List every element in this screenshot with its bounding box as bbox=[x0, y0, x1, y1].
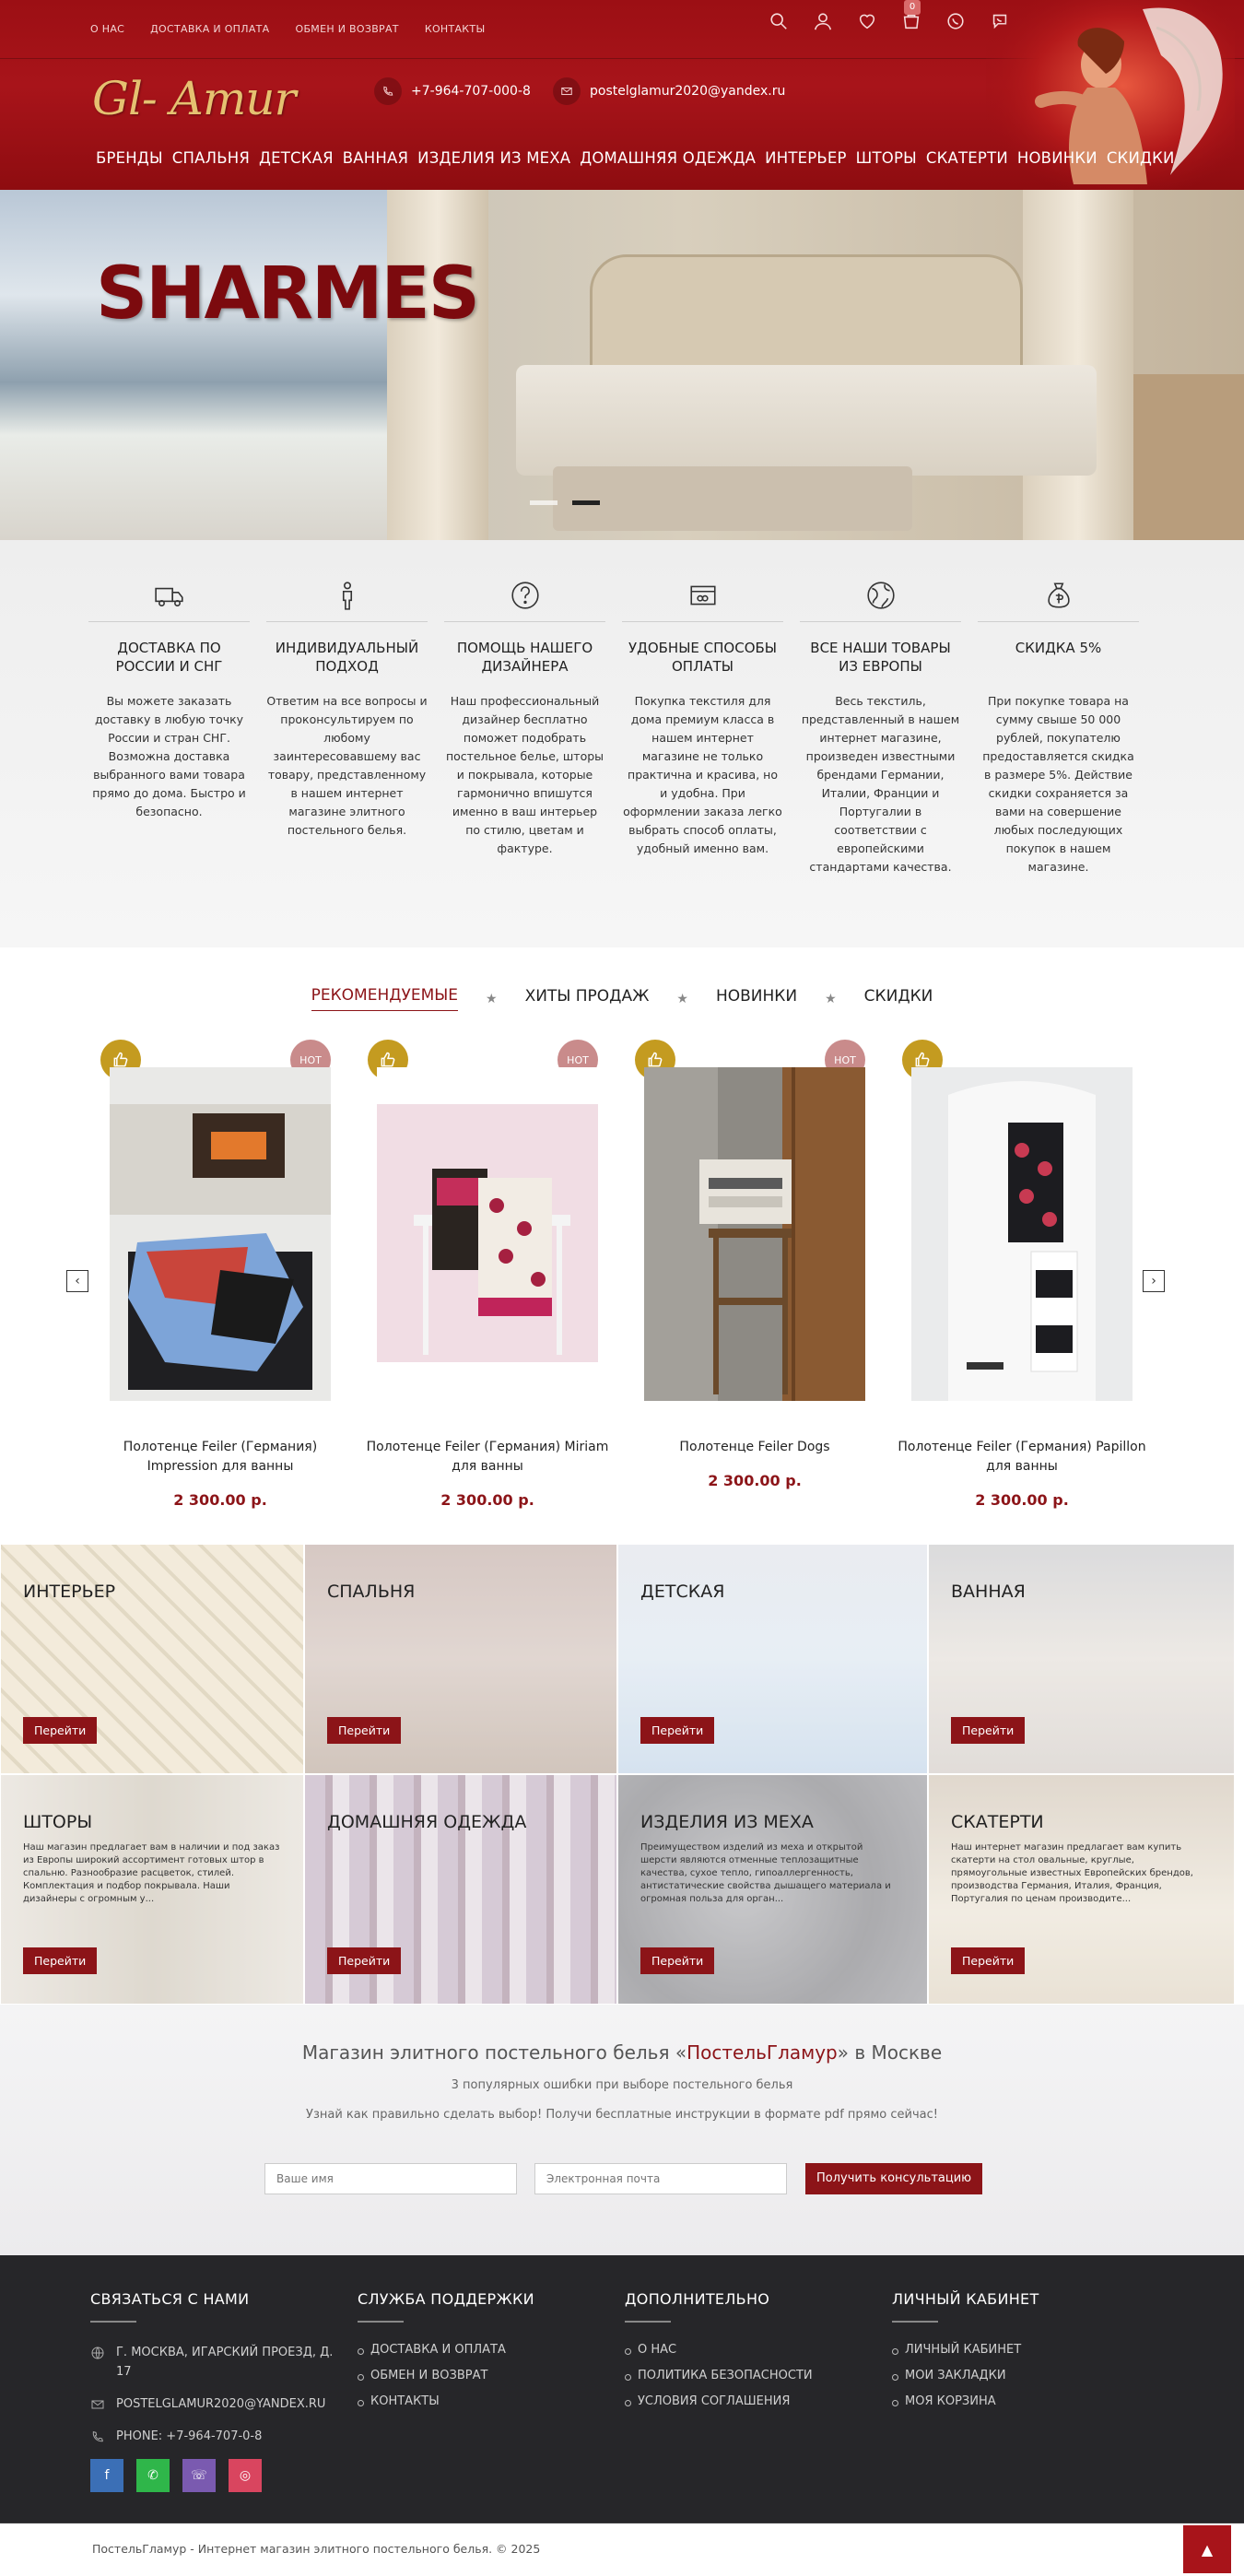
wishlist-heart-icon[interactable] bbox=[855, 9, 879, 33]
question-icon bbox=[507, 577, 544, 614]
category-interior[interactable] bbox=[0, 1544, 304, 1774]
products-section bbox=[0, 947, 1244, 1544]
search-icon[interactable] bbox=[767, 9, 791, 33]
whatsapp-icon[interactable]: ✆ bbox=[136, 2459, 170, 2492]
nav-bathroom[interactable]: ВАННАЯ bbox=[342, 149, 409, 167]
hero-curtain bbox=[387, 190, 488, 540]
category-go-button[interactable]: Перейти bbox=[327, 1717, 401, 1744]
footer-account bbox=[892, 2290, 1136, 2420]
feature-payment bbox=[622, 577, 783, 876]
mail-icon bbox=[553, 77, 581, 105]
name-input[interactable] bbox=[264, 2163, 517, 2194]
feature-text: Вы можете заказать доставку в любую точку России и стран СНГ. Возможна доставка выбранного вами товара прямо до дома. Быстро и безопасно. bbox=[92, 694, 246, 818]
slider-dot-1[interactable] bbox=[530, 500, 557, 505]
phone-icon bbox=[90, 2429, 105, 2444]
category-description: Наш интернет магазин предлагает вам купить скатерти на стол овальные, круглые, прямоугольные известных Европейских брендов, производства Германия, Италия, Франция, Португалия по ценам производите... bbox=[951, 1842, 1193, 1904]
site-header bbox=[0, 0, 1244, 190]
globe-icon bbox=[90, 2346, 105, 2360]
top-link-contacts[interactable]: КОНТАКТЫ bbox=[424, 23, 486, 35]
copyright-text: ПостельГламур - Интернет магазин элитного постельного белья. © 2025 bbox=[92, 2542, 541, 2556]
carousel-prev-arrow[interactable]: ‹ bbox=[66, 1270, 88, 1292]
feature-text: Покупка текстиля для дома премиум класса в нашем интернет магазине не только практична и красива, но и удобна. При оформлении заказа легко выбрать способ оплаты, удобный именно вам. bbox=[623, 694, 782, 855]
account-icon[interactable] bbox=[811, 9, 835, 33]
product-card[interactable] bbox=[630, 1040, 879, 1509]
footer-link-exchange[interactable]: ОБМЕН И ВОЗВРАТ bbox=[358, 2369, 602, 2382]
features-grid bbox=[88, 577, 1139, 876]
product-card[interactable] bbox=[898, 1040, 1146, 1509]
feature-text: Наш профессиональный дизайнер бесплатно поможет подобрать постельное белье, шторы и покрывала, которые гармонично впишутся именно в ваш интерьер по стилю, цветам и фактуре. bbox=[445, 694, 604, 855]
feature-designer bbox=[444, 577, 605, 876]
product-name[interactable]: Полотенце Feiler (Германия) Miriam для ванны bbox=[366, 1440, 609, 1474]
phone-icon bbox=[374, 77, 402, 105]
footer-col-title: СЛУЖБА ПОДДЕРЖКИ bbox=[358, 2290, 534, 2308]
feature-title: СКИДКА 5% bbox=[1015, 640, 1102, 656]
viber-icon[interactable]: ☏ bbox=[182, 2459, 216, 2492]
category-title: ДЕТСКАЯ bbox=[640, 1582, 725, 1602]
top-link-about[interactable]: О НАС bbox=[90, 23, 125, 35]
top-link-delivery[interactable]: ДОСТАВКА И ОПЛАТА bbox=[150, 23, 270, 35]
features-section bbox=[0, 540, 1244, 947]
footer-address-text: Г. МОСКВА, ИГАРСКИЙ ПРОЕЗД, Д. 17 bbox=[116, 2346, 334, 2379]
hero-slider[interactable] bbox=[0, 190, 1244, 540]
email-input[interactable] bbox=[534, 2163, 787, 2194]
hero-bed bbox=[516, 365, 1097, 476]
category-go-button[interactable]: Перейти bbox=[23, 1947, 97, 1974]
product-image[interactable] bbox=[377, 1067, 598, 1401]
footer-link-privacy[interactable]: ПОЛИТИКА БЕЗОПАСНОСТИ bbox=[625, 2369, 869, 2382]
category-bathroom[interactable] bbox=[928, 1544, 1235, 1774]
category-title: ИЗДЕЛИЯ ИЗ МЕХА bbox=[640, 1812, 814, 1832]
title-suffix: » в Москве bbox=[837, 2041, 943, 2064]
hero-side-table bbox=[1133, 374, 1244, 540]
footer-col-title: СВЯЗАТЬСЯ С НАМИ bbox=[90, 2290, 250, 2308]
header-phone[interactable] bbox=[374, 77, 531, 105]
site-footer bbox=[0, 2255, 1244, 2576]
cart-icon[interactable] bbox=[899, 2, 923, 33]
site-logo[interactable]: Gl- Amur bbox=[92, 72, 296, 125]
product-image[interactable] bbox=[110, 1067, 331, 1401]
footer-col-title: ЛИЧНЫЙ КАБИНЕТ bbox=[892, 2290, 1039, 2308]
product-name[interactable]: Полотенце Feiler Dogs bbox=[679, 1440, 830, 1454]
truck-icon bbox=[151, 577, 188, 614]
hero-window-scene bbox=[0, 190, 433, 540]
product-name[interactable]: Полотенце Feiler (Германия) Papillon для ванны bbox=[898, 1440, 1146, 1474]
product-image[interactable] bbox=[911, 1067, 1133, 1401]
category-description: Преимуществом изделий из меха и открытой шерсти являются отменные теплозащитные качества, сухое тепло, гипоаллергенность, антистатические свойства дышащего материала и огромная польза для орган... bbox=[640, 1842, 891, 1904]
category-go-button[interactable]: Перейти bbox=[640, 1717, 714, 1744]
tab-recommended[interactable]: РЕКОМЕНДУЕМЫЕ bbox=[311, 986, 458, 1011]
nav-new[interactable]: НОВИНКИ bbox=[1016, 149, 1097, 167]
nav-sale[interactable]: СКИДКИ bbox=[1106, 149, 1175, 167]
category-kids[interactable] bbox=[617, 1544, 928, 1774]
star-separator-icon: ★ bbox=[825, 991, 837, 1006]
categories-grid bbox=[0, 1544, 1244, 2005]
star-separator-icon: ★ bbox=[486, 991, 498, 1006]
nav-homewear[interactable]: ДОМАШНЯЯ ОДЕЖДА bbox=[580, 149, 757, 167]
category-title: СПАЛЬНЯ bbox=[327, 1582, 416, 1602]
nav-bedroom[interactable]: СПАЛЬНЯ bbox=[171, 149, 250, 167]
main-nav bbox=[96, 149, 1175, 167]
product-price: 2 300.00 р. bbox=[173, 1491, 267, 1509]
tab-sale[interactable]: СКИДКИ bbox=[863, 986, 933, 1006]
star-separator-icon: ★ bbox=[676, 991, 688, 1006]
feature-personal bbox=[266, 577, 428, 876]
title-brand: ПостельГламур bbox=[687, 2041, 838, 2064]
moneybag-icon bbox=[1040, 577, 1077, 614]
footer-link-contacts[interactable]: КОНТАКТЫ bbox=[358, 2394, 602, 2408]
copyright-bar bbox=[0, 2523, 1244, 2576]
category-curtains[interactable] bbox=[0, 1774, 304, 2005]
tab-new[interactable]: НОВИНКИ bbox=[715, 986, 798, 1006]
feature-text: При покупке товара на сумму свыше 50 000 рублей, покупателю предоставляется скидка в размере 5%. Действие скидки сохраняется за вами на совершение любых последующих покупок в нашем магазине. bbox=[982, 694, 1134, 874]
feature-delivery bbox=[88, 577, 250, 876]
footer-link-delivery[interactable]: ДОСТАВКА И ОПЛАТА bbox=[358, 2343, 602, 2357]
category-title: ДОМАШНЯЯ ОДЕЖДА bbox=[327, 1812, 527, 1832]
category-go-button[interactable]: Перейти bbox=[951, 1717, 1025, 1744]
feature-title: УДОБНЫЕ СПОСОБЫ ОПЛАТЫ bbox=[628, 640, 778, 675]
nav-kids[interactable]: ДЕТСКАЯ bbox=[258, 149, 334, 167]
nav-curtains[interactable]: ШТОРЫ bbox=[855, 149, 917, 167]
feature-title: ВСЕ НАШИ ТОВАРЫ ИЗ ЕВРОПЫ bbox=[810, 640, 951, 675]
product-list bbox=[96, 1040, 1146, 1509]
hot-badge: HOT bbox=[557, 1040, 598, 1080]
footer-link-bookmarks[interactable]: МОИ ЗАКЛАДКИ bbox=[892, 2369, 1136, 2382]
footer-phone[interactable] bbox=[90, 2427, 334, 2446]
feature-title: ДОСТАВКА ПО РОССИИ И СНГ bbox=[115, 640, 223, 675]
hot-badge: HOT bbox=[290, 1040, 331, 1080]
feature-title: ПОМОЩЬ НАШЕГО ДИЗАЙНЕРА bbox=[456, 640, 593, 675]
consultation-section bbox=[0, 2005, 1244, 2255]
category-title: СКАТЕРТИ bbox=[951, 1812, 1044, 1832]
category-title: ШТОРЫ bbox=[23, 1812, 93, 1832]
person-icon bbox=[329, 577, 366, 614]
facebook-icon[interactable]: f bbox=[90, 2459, 123, 2492]
header-email-text: postelglamur2020@yandex.ru bbox=[590, 84, 786, 99]
get-consultation-button[interactable]: Получить консультацию bbox=[805, 2163, 982, 2194]
hot-badge: HOT bbox=[825, 1040, 865, 1080]
footer-phone-text: PHONE: +7-964-707-0-8 bbox=[116, 2429, 263, 2443]
header-email[interactable] bbox=[553, 77, 785, 105]
product-price: 2 300.00 р. bbox=[440, 1491, 534, 1509]
category-homewear[interactable] bbox=[304, 1774, 617, 2005]
category-go-button[interactable]: Перейти bbox=[327, 1947, 401, 1974]
category-title: ИНТЕРЬЕР bbox=[23, 1582, 116, 1602]
slider-dot-2[interactable] bbox=[572, 500, 600, 505]
consultation-text: Узнай как правильно сделать выбор! Получи бесплатные инструкции в формате pdf прямо сейчас! bbox=[306, 2108, 938, 2122]
top-links bbox=[90, 23, 485, 35]
footer-address bbox=[90, 2343, 334, 2382]
feature-title: ИНДИВИДУАЛЬНЫЙ ПОДХОД bbox=[275, 640, 419, 675]
footer-link-about[interactable]: О НАС bbox=[625, 2343, 869, 2357]
product-card[interactable] bbox=[96, 1040, 345, 1509]
footer-email[interactable] bbox=[90, 2394, 334, 2414]
social-links bbox=[90, 2459, 334, 2492]
category-fur[interactable] bbox=[617, 1774, 928, 2005]
category-title: ВАННАЯ bbox=[951, 1582, 1026, 1602]
nav-tablecloths[interactable]: СКАТЕРТИ bbox=[925, 149, 1008, 167]
scroll-to-top-button[interactable]: ▲ bbox=[1183, 2525, 1231, 2573]
footer-link-terms[interactable]: УСЛОВИЯ СОГЛАШЕНИЯ bbox=[625, 2394, 869, 2408]
product-image[interactable] bbox=[644, 1067, 865, 1401]
instagram-icon[interactable]: ◎ bbox=[229, 2459, 262, 2492]
title-prefix: Магазин элитного постельного белья « bbox=[301, 2041, 687, 2064]
product-card[interactable] bbox=[363, 1040, 612, 1509]
footer-col-title: ДОПОЛНИТЕЛЬНО bbox=[625, 2290, 770, 2308]
hero-title: SHARMES bbox=[96, 253, 478, 335]
top-link-exchange[interactable]: ОБМЕН И ВОЗВРАТ bbox=[295, 23, 399, 35]
footer-link-account[interactable]: ЛИЧНЫЙ КАБИНЕТ bbox=[892, 2343, 1136, 2357]
feature-discount bbox=[978, 577, 1139, 876]
product-price: 2 300.00 р. bbox=[975, 1491, 1069, 1509]
feature-europe bbox=[800, 577, 961, 876]
footer-link-cart[interactable]: МОЯ КОРЗИНА bbox=[892, 2394, 1136, 2408]
consultation-subtitle: 3 популярных ошибки при выборе постельного белья bbox=[451, 2078, 793, 2092]
header-icons bbox=[767, 2, 1012, 33]
product-name[interactable]: Полотенце Feiler (Германия) Impression для ванны bbox=[123, 1440, 318, 1474]
consultation-title bbox=[0, 2041, 1244, 2064]
nav-interior[interactable]: ИНТЕРЬЕР bbox=[765, 149, 847, 167]
category-go-button[interactable]: Перейти bbox=[23, 1717, 97, 1744]
category-bedroom[interactable] bbox=[304, 1544, 617, 1774]
footer-support bbox=[358, 2290, 602, 2420]
tab-bestsellers[interactable]: ХИТЫ ПРОДАЖ bbox=[524, 986, 650, 1006]
carousel-next-arrow[interactable]: › bbox=[1143, 1270, 1165, 1292]
mail-icon bbox=[90, 2397, 105, 2412]
header-phone-text: +7-964-707-000-8 bbox=[411, 84, 531, 99]
category-description: Наш магазин предлагает вам в наличии и под заказ из Европы широкий ассортимент готовых штор в спальню. Разнообразие расцветок, стилей. Комплектация и подбор покрывала. Наши дизайнеры с огромным у... bbox=[23, 1842, 280, 1904]
footer-contacts bbox=[90, 2290, 334, 2492]
slider-dots bbox=[530, 500, 600, 505]
feature-text: Весь текстиль, представленный в нашем интернет магазине, произведен известными брендами Германии, Италии, Франции и Португалии в соответствии с европейскими стандартами качества. bbox=[801, 694, 960, 874]
feature-text: Ответим на все вопросы и проконсультируем по любому заинтересовавшему вас товару, представленному в нашем интернет магазине элитного постельного белья. bbox=[266, 694, 428, 837]
product-price: 2 300.00 р. bbox=[708, 1472, 802, 1489]
payment-icon bbox=[685, 577, 722, 614]
logo-row bbox=[0, 59, 1244, 147]
hero-bench bbox=[553, 466, 912, 531]
category-go-button[interactable]: Перейти bbox=[951, 1947, 1025, 1974]
product-tabs bbox=[0, 986, 1244, 1011]
whatsapp-icon[interactable] bbox=[944, 9, 968, 33]
globe-icon bbox=[863, 577, 899, 614]
nav-brands[interactable]: БРЕНДЫ bbox=[96, 149, 163, 167]
footer-email-text: POSTELGLAMUR2020@YANDEX.RU bbox=[116, 2397, 326, 2411]
cart-count-badge: 0 bbox=[904, 0, 921, 15]
category-tablecloths[interactable] bbox=[928, 1774, 1235, 2005]
category-go-button[interactable]: Перейти bbox=[640, 1947, 714, 1974]
footer-extra bbox=[625, 2290, 869, 2420]
nav-fur[interactable]: ИЗДЕЛИЯ ИЗ МЕХА bbox=[417, 149, 571, 167]
